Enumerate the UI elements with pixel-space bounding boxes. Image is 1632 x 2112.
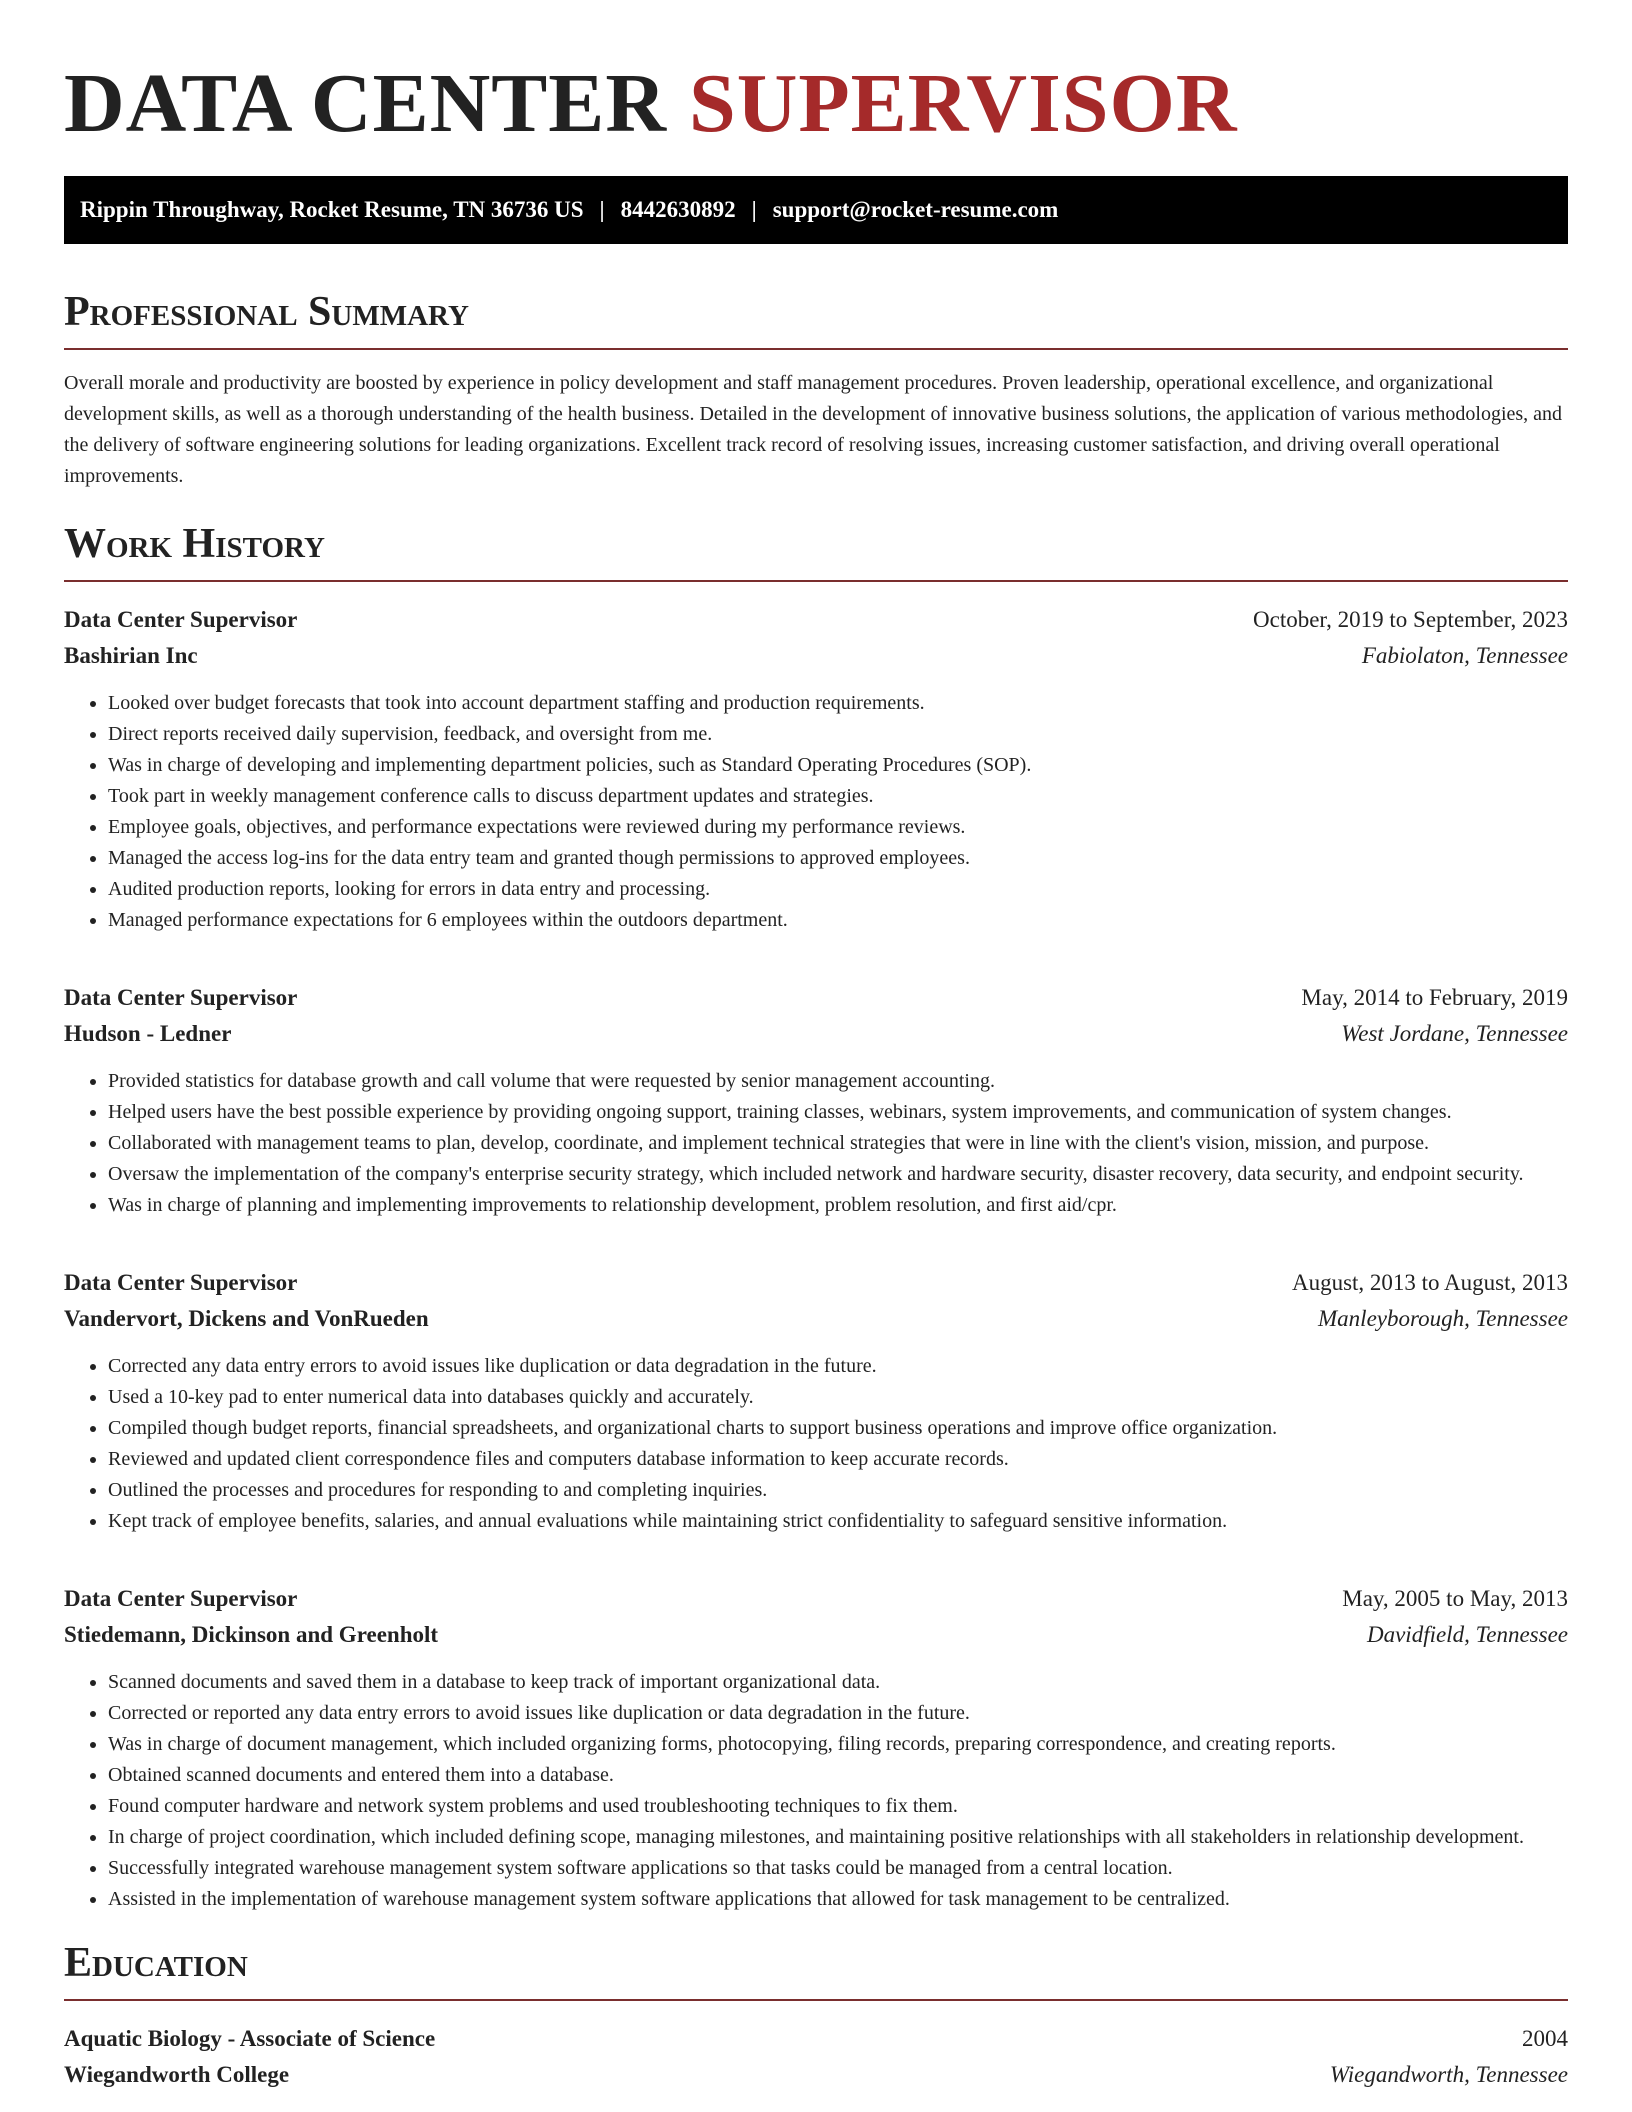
job-company-row (64, 638, 1568, 674)
list-item: • Compiled though budget reports, financial spreadsheets, and organizational charts to support business operations and improve office organization. (108, 1413, 1568, 1444)
list-item: • Used a 10-key pad to enter numerical data into databases quickly and accurately. (108, 1382, 1568, 1413)
name-part2: SUPERVISOR (688, 57, 1238, 150)
list-item: • Reviewed and updated client correspondence files and computers database information to keep accurate records. (108, 1444, 1568, 1475)
list-item: • Outlined the processes and procedures for responding to and completing inquiries. (108, 1475, 1568, 1506)
job-header-row (64, 1265, 1568, 1301)
job-company-row (64, 1301, 1568, 1337)
job-dates: October, 2019 to September, 2023 (1253, 607, 1568, 632)
job-company: Bashirian Inc (64, 643, 198, 668)
job-title: Data Center Supervisor (64, 985, 298, 1010)
spacer (64, 1537, 1568, 1561)
job-entry (64, 1581, 1568, 1915)
job-location: Davidfield, Tennessee (1366, 1622, 1568, 1647)
job-entry (64, 1265, 1568, 1537)
job-dates: May, 2014 to February, 2019 (1301, 985, 1568, 1010)
list-item: • Helped users have the best possible experience by providing ongoing support, training classes, webinars, system improvements, and communication of system changes. (108, 1097, 1568, 1128)
contact-address: Rippin Throughway, Rocket Resume, TN 36736 US (80, 197, 584, 222)
section-divider (64, 1999, 1568, 2001)
spacer (64, 1221, 1568, 1245)
education-location: Wiegandworth, Tennessee (1329, 2062, 1568, 2087)
job-company: Vandervort, Dickens and VonRueden (64, 1306, 429, 1331)
list-item: • Provided statistics for database growth and call volume that were requested by senior management accounting. (108, 1066, 1568, 1097)
education-degree: Aquatic Biology - Associate of Science (64, 2026, 436, 2051)
list-item: • Direct reports received daily supervision, feedback, and oversight from me. (108, 719, 1568, 750)
list-item: • Managed performance expectations for 6 employees within the outdoors department. (108, 905, 1568, 936)
job-entry (64, 602, 1568, 936)
job-location: West Jordane, Tennessee (1341, 1021, 1568, 1046)
job-bullets (64, 688, 1568, 936)
list-item: • Managed the access log-ins for the data entry team and granted though permissions to approved employees. (108, 843, 1568, 874)
list-item: • Kept track of employee benefits, salaries, and annual evaluations while maintaining strict confidentiality to safeguard sensitive information. (108, 1506, 1568, 1537)
list-item: • Employee goals, objectives, and performance expectations were reviewed during my performance reviews. (108, 812, 1568, 843)
contact-email[interactable]: support@rocket-resume.com (772, 197, 1059, 222)
job-company-row (64, 1016, 1568, 1052)
section-divider (64, 348, 1568, 350)
list-item: • Was in charge of planning and implementing improvements to relationship development, problem resolution, and first aid/cpr. (108, 1190, 1568, 1221)
work-history-heading: Work History (64, 521, 325, 567)
job-header-row (64, 602, 1568, 638)
list-item: • Audited production reports, looking for errors in data entry and processing. (108, 874, 1568, 905)
education-heading: Education (64, 1940, 248, 1986)
section-divider (64, 580, 1568, 582)
education-school: Wiegandworth College (64, 2062, 290, 2087)
contact-separator: | (599, 197, 605, 222)
list-item: • Found computer hardware and network system problems and used troubleshooting techniques to fix them. (108, 1791, 1568, 1822)
spacer (64, 936, 1568, 960)
job-company: Hudson - Ledner (64, 1021, 232, 1046)
job-title: Data Center Supervisor (64, 1270, 298, 1295)
contact-separator: | (751, 197, 757, 222)
job-entry (64, 980, 1568, 1221)
job-bullets (64, 1351, 1568, 1537)
job-bullets (64, 1667, 1568, 1915)
job-bullets (64, 1066, 1568, 1221)
list-item: • Took part in weekly management conference calls to discuss department updates and strategies. (108, 781, 1568, 812)
job-company: Stiedemann, Dickinson and Greenholt (64, 1622, 439, 1647)
job-header-row (64, 1581, 1568, 1617)
education-entry (64, 2021, 1568, 2093)
resume-name (64, 0, 1568, 152)
education-school-row (64, 2057, 1568, 2093)
education-header-row (64, 2021, 1568, 2057)
job-company-row (64, 1617, 1568, 1653)
job-title: Data Center Supervisor (64, 607, 298, 632)
job-location: Fabiolaton, Tennessee (1361, 643, 1568, 668)
list-item: • Was in charge of developing and implementing department policies, such as Standard Operating Procedures (SOP). (108, 750, 1568, 781)
list-item: • Scanned documents and saved them in a database to keep track of important organizational data. (108, 1667, 1568, 1698)
list-item: • Assisted in the implementation of warehouse management system software applications that allowed for task management to be centralized. (108, 1884, 1568, 1915)
list-item: • In charge of project coordination, which included defining scope, managing milestones, and maintaining positive relationships with all stakeholders in relationship development. (108, 1822, 1568, 1853)
contact-phone[interactable]: 8442630892 (620, 197, 736, 222)
name-part1: DATA CENTER (64, 57, 667, 150)
list-item: • Oversaw the implementation of the company's enterprise security strategy, which included network and hardware security, disaster recovery, data security, and endpoint security. (108, 1159, 1568, 1190)
list-item: • Obtained scanned documents and entered them into a database. (108, 1760, 1568, 1791)
list-item: • Collaborated with management teams to plan, develop, coordinate, and implement technical strategies that were in line with the client's vision, mission, and purpose. (108, 1128, 1568, 1159)
list-item: • Looked over budget forecasts that took into account department staffing and production requirements. (108, 688, 1568, 719)
list-item: • Corrected any data entry errors to avoid issues like duplication or data degradation in the future. (108, 1351, 1568, 1382)
summary-text: Overall morale and productivity are boosted by experience in policy development and staff management procedures. Proven leadership, operational excellence, and organizational development skills, as well as a thorough understanding of the health business. Detailed in the development of innovative business solutions, the application of various methodologies, and the delivery of software engineering solutions for leading organizations. Excellent track record of resolving issues, increasing customer satisfaction, and driving overall operational improvements. (64, 372, 1563, 487)
education-year: 2004 (1522, 2026, 1568, 2051)
list-item: • Was in charge of document management, which included organizing forms, photocopying, filing records, preparing correspondence, and creating reports. (108, 1729, 1568, 1760)
job-location: Manleyborough, Tennessee (1318, 1306, 1568, 1331)
job-header-row (64, 980, 1568, 1016)
job-title: Data Center Supervisor (64, 1586, 298, 1611)
list-item: • Successfully integrated warehouse management system software applications so that tasks could be managed from a central location. (108, 1853, 1568, 1884)
contact-bar (64, 176, 1568, 244)
list-item: • Corrected or reported any data entry errors to avoid issues like duplication or data degradation in the future. (108, 1698, 1568, 1729)
job-dates: August, 2013 to August, 2013 (1291, 1270, 1568, 1295)
summary-heading: Professional Summary (64, 289, 469, 335)
job-dates: May, 2005 to May, 2013 (1342, 1586, 1568, 1611)
